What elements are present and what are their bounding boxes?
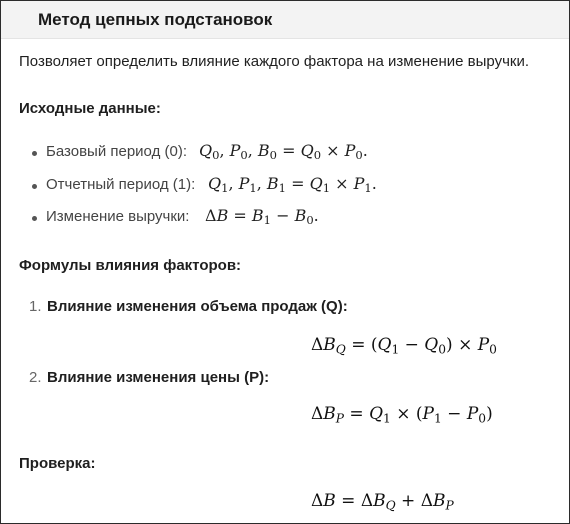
list-item-number: 2. [29, 369, 42, 386]
formula-quantity-effect: $\Delta B_Q = (Q_1 - Q_0) \times P_0$ [311, 335, 497, 357]
formulas-heading: Формулы влияния факторов: [19, 257, 242, 274]
bullet-icon [32, 151, 37, 156]
list-item-label: Отчетный период (1): [46, 176, 196, 193]
math-expression: $Q_1$, $P_1$, $B_1 = Q_1 \times P_1$. [208, 174, 377, 196]
math-expression: $\Delta B = B_1 - B_0$. [205, 206, 319, 228]
bullet-icon [32, 216, 37, 221]
check-heading: Проверка: [19, 455, 96, 472]
title-bar [1, 1, 569, 39]
source-data-heading: Исходные данные: [19, 100, 161, 117]
list-item-label: Влияние изменения объема продаж (Q): [47, 298, 348, 315]
intro-text: Позволяет определить влияние каждого фактора на изменение выручки. [19, 53, 530, 70]
list-item-label: Базовый период (0): [46, 143, 187, 160]
list-item-label: Изменение выручки: [46, 208, 190, 225]
list-item-label: Влияние изменения цены (P): [47, 369, 270, 386]
formula-price-effect: $\Delta B_P = Q_1 \times (P_1 - P_0)$ [311, 404, 493, 426]
list-item-number: 1. [29, 298, 42, 315]
math-expression: $Q_0$, $P_0$, $B_0 = Q_0 \times P_0$. [199, 141, 368, 163]
bullet-icon [32, 184, 37, 189]
formula-check: $\Delta B = \Delta B_Q + \Delta B_P$ [311, 491, 454, 513]
page-title: Метод цепных подстановок [38, 10, 273, 29]
